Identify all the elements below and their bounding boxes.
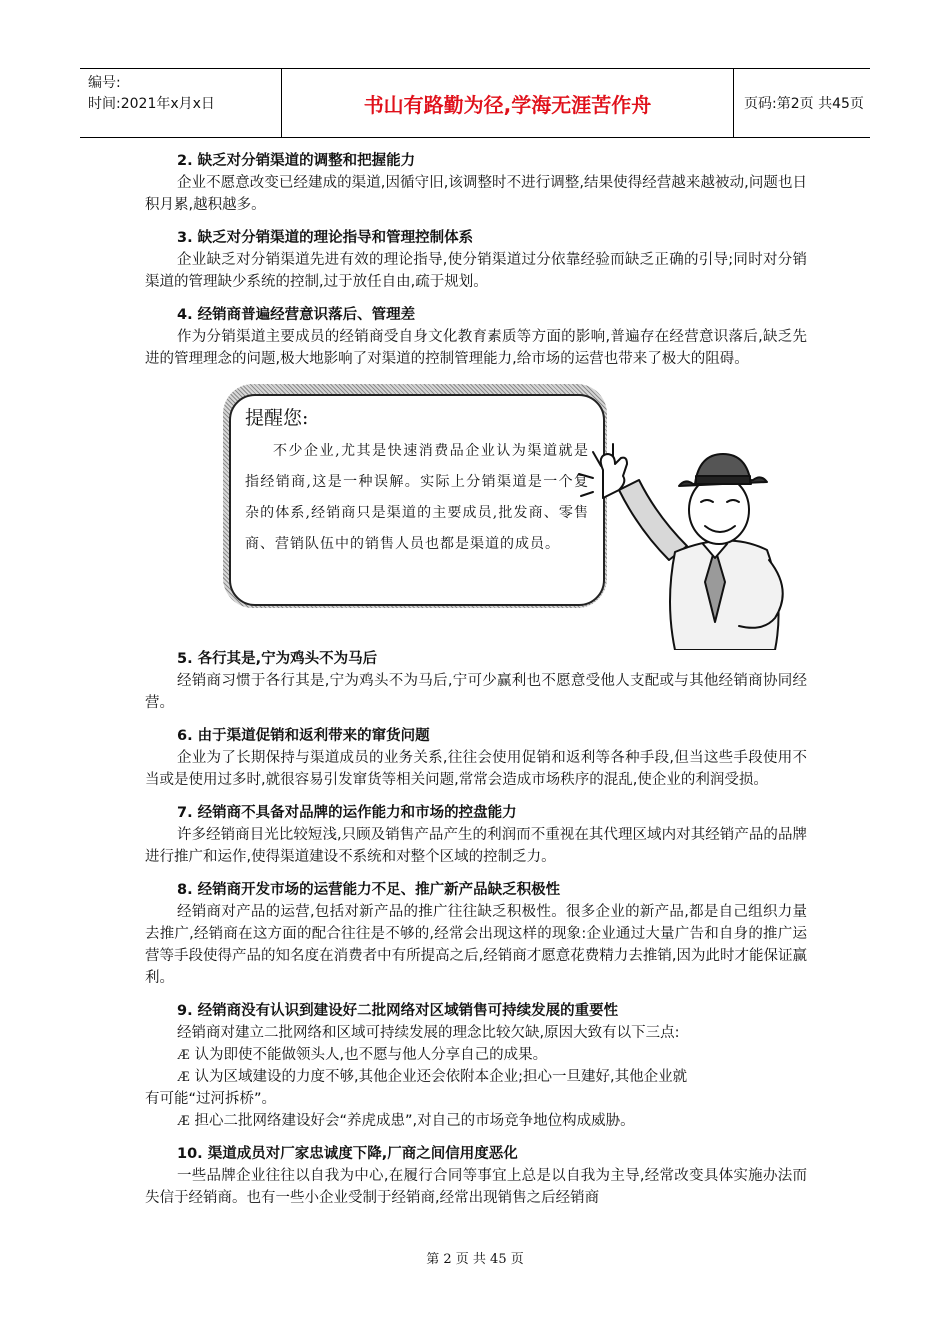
bullet-glyph: Æ <box>177 1047 190 1063</box>
section-title: 10. 渠道成员对厂家忠诚度下降,厂商之间信用度恶化 <box>177 1146 518 1162</box>
reminder-figure <box>145 380 807 642</box>
list-item-text: 担心二批网络建设好会“养虎成患”,对自己的市场竞争地位构成威胁。 <box>194 1113 635 1129</box>
section-title: 8. 经销商开发市场的运营能力不足、推广新产品缺乏积极性 <box>177 882 561 898</box>
page-footer: 第 2 页 共 45 页 <box>426 1252 524 1267</box>
cartoon-salesman-illustration <box>575 440 815 650</box>
section-paragraph: 企业为了长期保持与渠道成员的业务关系,往往会使用促销和返利等各种手段,但当这些手段使用不当或是使用过多时,就很容易引发窜货等相关问题,常常会造成市场秩序的混乱,使企业的利润受损。 <box>145 750 807 788</box>
section-paragraph: 一些品牌企业往往以自我为中心,在履行合同等事宜上总是以自我为主导,经常改变具体实施办法而失信于经销商。也有一些小企业受制于经销商,经常出现销售之后经销商 <box>145 1168 807 1206</box>
section-paragraph: 企业缺乏对分销渠道先进有效的理论指导,使分销渠道过分依靠经验而缺乏正确的引导;同时对分销渠道的管理缺少系统的控制,过于放任自由,疏于规划。 <box>145 252 807 290</box>
reminder-speech-bubble <box>229 394 605 606</box>
document-time-label: 时间:2021年x月x日 <box>88 96 215 112</box>
section-title: 3. 缺乏对分销渠道的理论指导和管理控制体系 <box>177 230 474 246</box>
list-item-continuation: 有可能“过河拆桥”。 <box>145 1091 277 1107</box>
section-title: 9. 经销商没有认识到建设好二批网络对区域销售可持续发展的重要性 <box>177 1003 619 1019</box>
header-page-info: 页码:第2页 共45页 <box>744 96 864 112</box>
list-item-text: 认为区域建设的力度不够,其他企业还会依附本企业;担心一旦建好,其他企业就 <box>194 1069 688 1085</box>
list-item <box>145 1066 807 1088</box>
document-number-label: 编号: <box>88 75 121 91</box>
bullet-glyph: Æ <box>177 1113 190 1129</box>
header-motto: 书山有路勤为径,学海无涯苦作舟 <box>282 69 734 137</box>
section-title: 4. 经销商普遍经营意识落后、管理差 <box>177 307 416 323</box>
section-title: 6. 由于渠道促销和返利带来的窜货问题 <box>177 728 430 744</box>
document-body <box>145 150 807 1209</box>
bullet-glyph: Æ <box>177 1069 190 1085</box>
section-paragraph: 作为分销渠道主要成员的经销商受自身文化教育素质等方面的影响,普遍存在经营意识落后,缺乏先进的管理理念的问题,极大地影响了对渠道的控制管理能力,给市场的运营也带来了极大的阻碍。 <box>145 329 807 367</box>
section-paragraph: 经销商习惯于各行其是,宁为鸡头不为马后,宁可少赢利也不愿意受他人支配或与其他经销商协同经营。 <box>145 673 807 711</box>
section-paragraph: 经销商对产品的运营,包括对新产品的推广往往缺乏积极性。很多企业的新产品,都是自己组织力量去推广,经销商在这方面的配合往往是不够的,经常会出现这样的现象:企业通过大量广告和自身的推广运营等手段使得产品的知名度在消费者中有所提高之后,经销商才愿意花费精力去推销,因为此时才能保证赢利。 <box>145 904 807 986</box>
reminder-text: 不少企业,尤其是快速消费品企业认为渠道就是指经销商,这是一种误解。实际上分销渠道是一个复杂的体系,经销商只是渠道的主要成员,批发商、零售商、营销队伍中的销售人员也都是渠道的成员。 <box>245 443 589 552</box>
section-title: 2. 缺乏对分销渠道的调整和把握能力 <box>177 153 416 169</box>
section-title: 5. 各行其是,宁为鸡头不为马后 <box>177 651 378 667</box>
page-header <box>80 68 870 138</box>
list-item-text: 认为即使不能做领头人,也不愿与他人分享自己的成果。 <box>194 1047 548 1063</box>
header-info-cell <box>80 69 282 137</box>
reminder-title: 提醒您: <box>245 407 309 429</box>
section-paragraph: 经销商对建立二批网络和区域可持续发展的理念比较欠缺,原因大致有以下三点: <box>177 1025 680 1041</box>
list-item <box>145 1110 807 1132</box>
section-title: 7. 经销商不具备对品牌的运作能力和市场的控盘能力 <box>177 805 517 821</box>
list-item <box>145 1044 807 1066</box>
section-paragraph: 企业不愿意改变已经建成的渠道,因循守旧,该调整时不进行调整,结果使得经营越来越被动,问题也日积月累,越积越多。 <box>145 175 807 213</box>
section-paragraph: 许多经销商目光比较短浅,只顾及销售产品产生的利润而不重视在其代理区域内对其经销产品的品牌进行推广和运作,使得渠道建设不系统和对整个区域的控制乏力。 <box>145 827 807 865</box>
